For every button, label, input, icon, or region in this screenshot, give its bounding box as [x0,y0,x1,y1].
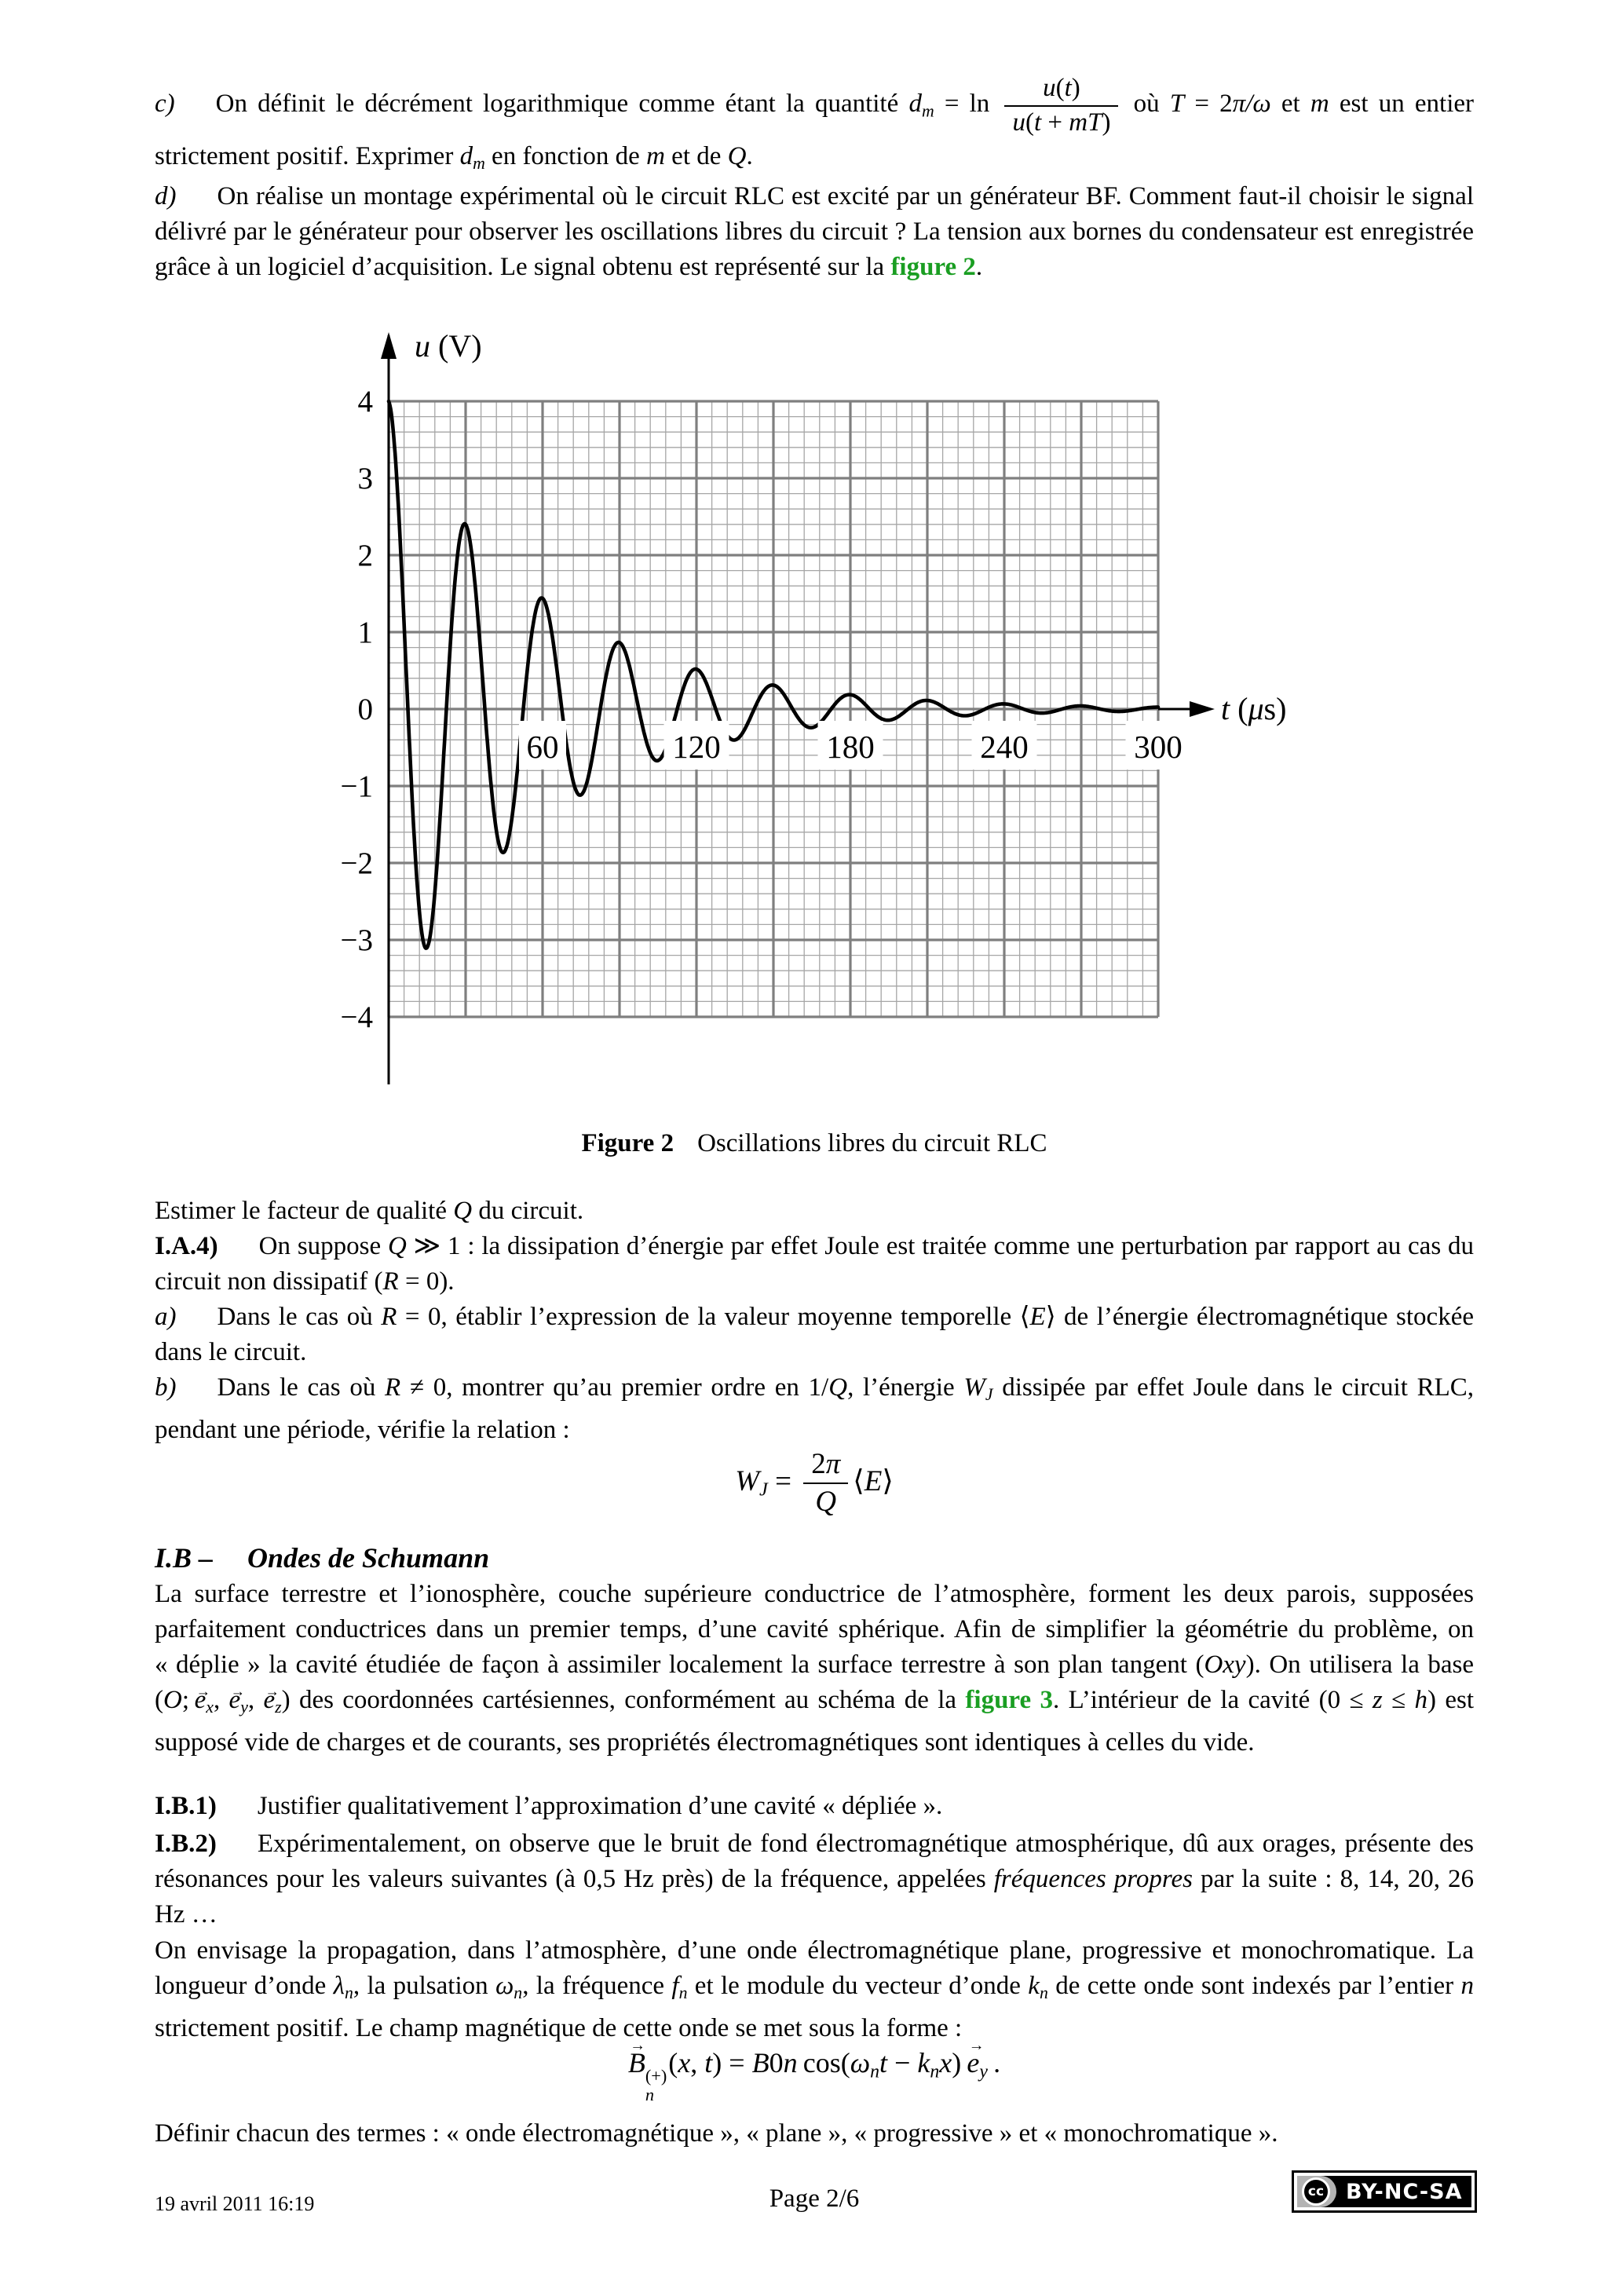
y-tick-label: 4 [357,385,373,419]
question-ia4-b: b) Dans le cas où R ≠ 0, montrer qu’au premier ordre en 1/Q, l’énergie WJ dissipée par effet Joule dans le circuit RLC, pendant une période, vérifie la relation : [155,1373,1475,1445]
cc-logo-background [1297,2176,1336,2207]
footer-timestamp: 19 avril 2011 16:19 [155,2192,315,2215]
task-estimer: Estimer le facteur de qualité Q du circuit. [155,1197,584,1225]
cc-license-badge[interactable] [1292,2170,1477,2213]
cc-license-inner [1297,2176,1471,2207]
y-tick-label: −4 [340,1000,373,1034]
y-axis-arrow-icon [381,332,397,359]
paragraph-schumann-intro: La surface terrestre et l’ionosphère, couche supérieure conductrice de l’atmosphère, forment les deux parois, supposées parfaitement conductrices dans un premier temps, d’une cavité sphérique. Afin de simplifier la géométrie du problème, on « déplie » la cavité étudiée de façon à assimiler localement la surface terrestre à son plan tangent (Oxy). On utilisera la base (O; e →x, e →y, e →z) des coordonnées cartésiennes, conformément au schéma de la figure 3. L’intérieur de la cavité (0 ≤ z ≤ h) est supposé vide de charges et de courants, ses propriétés électromagnétiques sont identiques à celles du vide. [155,1577,1474,1760]
figure-link[interactable]: figure 2 [890,253,976,281]
fraction: $\frac{u(t)}{u(t + mT)}$ [1004,72,1118,139]
fraction: $\frac{2\pi}{Q}$ [803,1446,848,1521]
x-tick-label: 240 [980,729,1029,765]
cc-logo-icon: cc [1302,2177,1330,2206]
footer-page-number: Page 2/6 [769,2184,860,2213]
x-tick-label: 180 [826,729,875,765]
superscript-subscript: (+) n [645,2066,667,2104]
question-ia4: I.A.4) On suppose Q ≫ 1 : la dissipation d’énergie par effet Joule est traitée comme une perturbation par rapport au cas du circuit non dissipatif (R = 0). [155,1232,1474,1296]
y-tick-label: −2 [340,846,373,880]
oscillogram-svg [330,326,1351,1150]
y-tick-label: −1 [340,770,373,803]
y-tick-label: 1 [357,616,373,649]
x-tick-label: 60 [526,729,559,765]
y-tick-label: 0 [357,693,373,726]
question-ib1: I.B.1) Justifier qualitativement l’approximation d’une cavité « dépliée ». [155,1792,943,1820]
formula-wj: WJ = $\frac{2\pi}{Q}$ ⟨E⟩ [155,1446,1474,1521]
x-tick-label: 300 [1134,729,1183,765]
x-axis-arrow-icon [1190,701,1215,717]
formula-b-field: B → (+) n (x, t) = B0n cos(ωnt − knx) e →y . [155,2046,1474,2104]
question-ia4-a: a) Dans le cas où R = 0, établir l’expression de la valeur moyenne temporelle ⟨E⟩ de l’énergie électromagnétique stockée dans le circuit. [155,1303,1474,1366]
figure-caption-label: Figure 2 [581,1129,674,1157]
question-c: c) On définit le décrément logarithmique comme étant la quantité dm = ln $\frac{u(t)}{u(t + mT)}$ où T = 2π/ω et m est un entier strictement positif. Exprimer dm en fonction de m et de Q. [155,74,1474,174]
section-heading-ib: I.B – Ondes de Schumann [155,1542,490,1574]
y-tick-label: 3 [357,462,373,495]
cc-license-label: BY-NC-SA [1346,2179,1463,2204]
y-tick-label: 2 [357,539,373,572]
figure-caption-text: Oscillations libres du circuit RLC [697,1129,1047,1157]
figure-2 [330,326,1351,1150]
question-ib2: I.B.2) Expérimentalement, on observe que le bruit de fond électromagnétique atmosphérique, dû aux orages, présente des résonances pour les valeurs suivantes (à 0,5 Hz près) de la fréquence, appelées fréquences propres par la suite : 8, 14, 20, 26 Hz … [155,1830,1475,1929]
y-axis-label: u (V) [415,328,482,364]
question-d: d) On réalise un montage expérimental où le circuit RLC est excité par un générateur BF. Comment faut-il choisir le signal délivré par le générateur pour observer les oscillations libres du circuit ? La tension aux bornes du condensateur est enregistrée grâce à un logiciel d’acquisition. Le signal obtenu est représenté sur la figure 2. [155,182,1474,281]
paragraph-wave-intro: On envisage la propagation, dans l’atmosphère, d’une onde électromagnétique plane, progressive et monochromatique. La longueur d’onde λn, la pulsation ωn, la fréquence fn et le module du vecteur d’onde kn de cette onde sont indexés par l’entier n strictement positif. Le champ magnétique de cette onde se met sous la forme : [155,1936,1474,2043]
x-tick-label: 120 [672,729,721,765]
task-definir: Définir chacun des termes : « onde électromagnétique », « plane », « progressive » et « monochromatique ». [155,2119,1278,2148]
y-tick-label: −3 [340,923,373,957]
figure-caption [155,1129,1474,1158]
figure-link[interactable]: figure 3 [965,1686,1053,1714]
x-axis-label: t (μs) [1221,691,1287,726]
